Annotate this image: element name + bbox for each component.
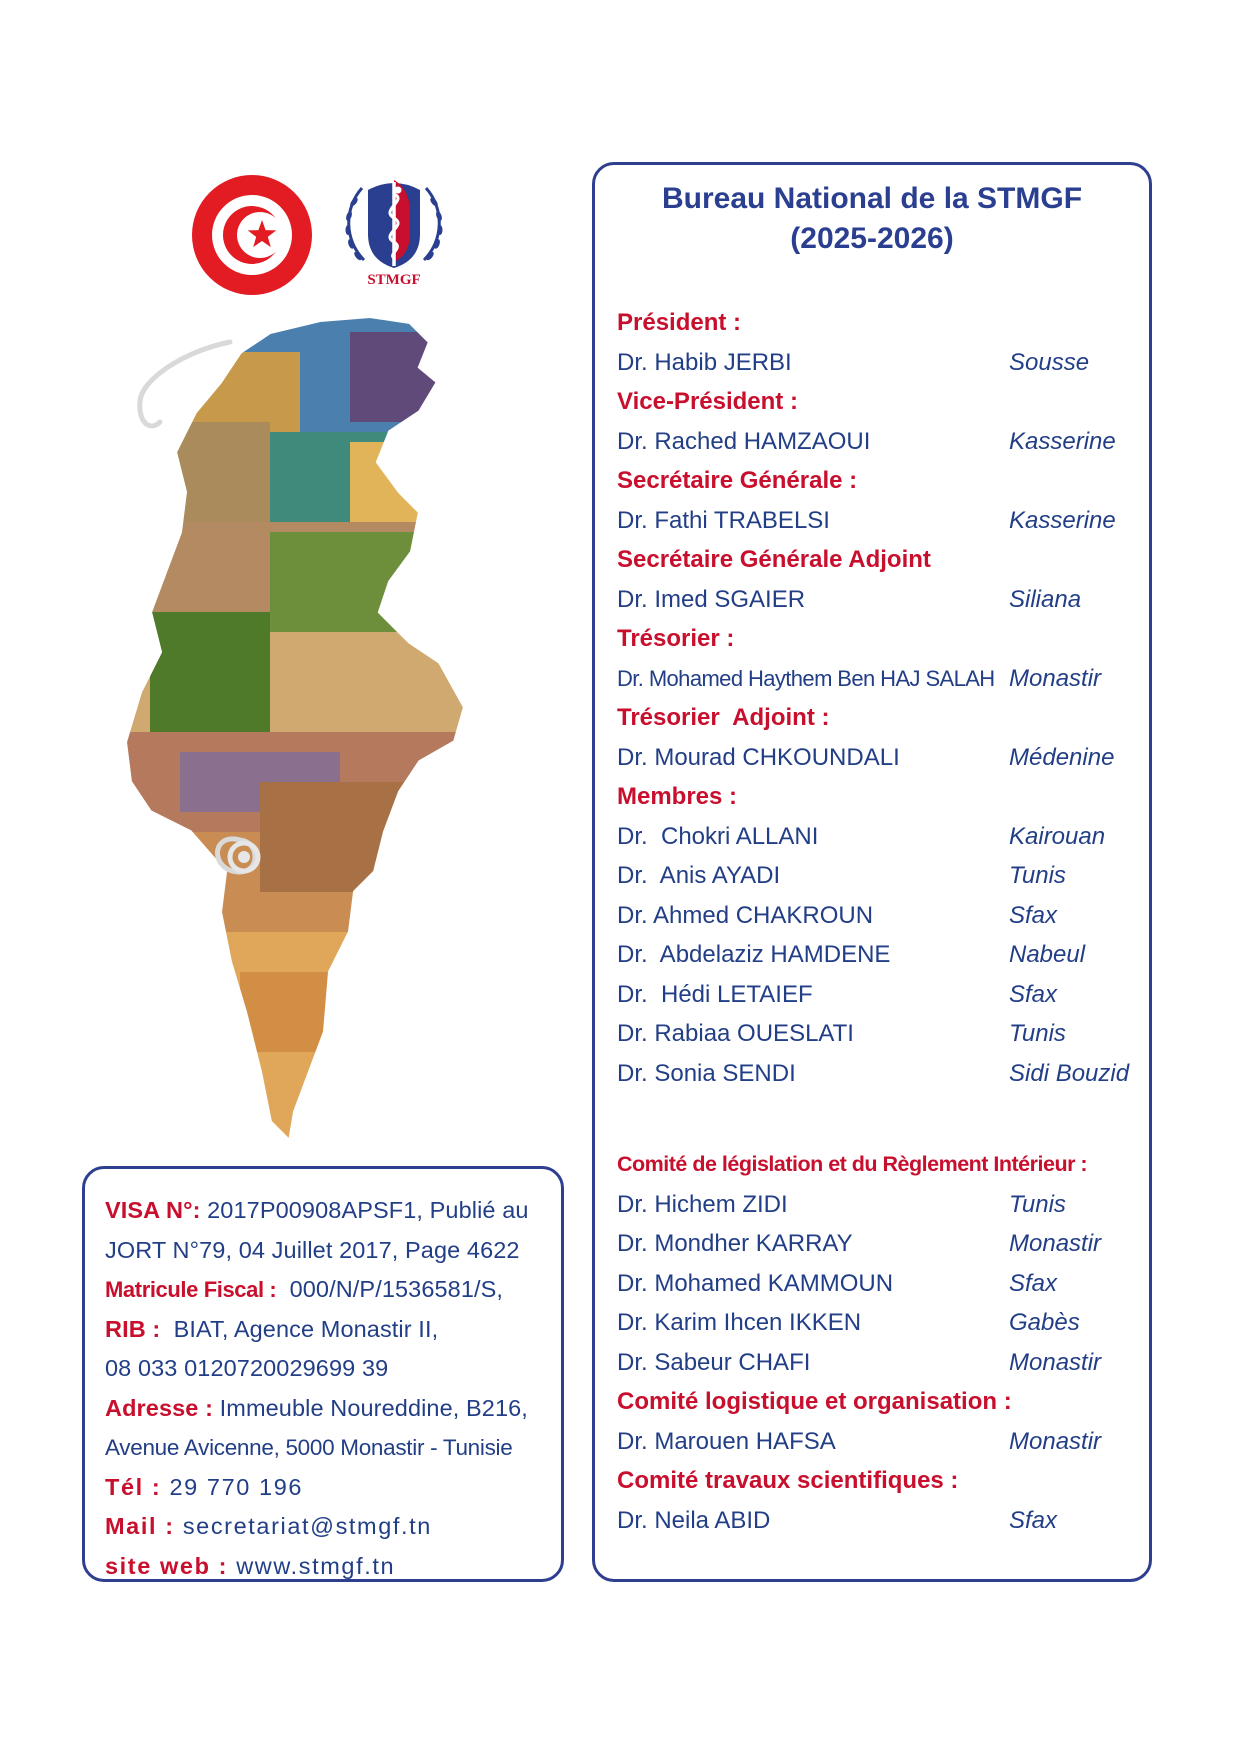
member-row: [617, 501, 1147, 541]
matricule-line: [105, 1270, 561, 1310]
member-name: Dr. Abdelaziz HAMDENE: [617, 941, 891, 968]
member-row: [617, 1422, 1147, 1462]
member-city: Nabeul: [1009, 941, 1086, 968]
contact-info-box: [82, 1166, 564, 1582]
member-city: Kasserine: [1009, 506, 1116, 534]
rib-value: BIAT, Agence Monastir II,: [173, 1315, 439, 1342]
member-name: Dr. Fathi TRABELSI: [617, 506, 830, 534]
member-name: Dr. Neila ABID: [617, 1506, 771, 1534]
site-label: site web :: [105, 1552, 229, 1579]
role-vice-president: Vice-Président :: [617, 388, 798, 415]
member-row: [617, 422, 1147, 462]
member-name: Dr. Mohamed KAMMOUN: [617, 1269, 894, 1297]
member-city: Gabès: [1009, 1309, 1080, 1336]
member-city: Sfax: [1009, 1269, 1058, 1297]
site-line: [105, 1547, 561, 1587]
member-row: [617, 896, 1147, 936]
bureau-title-line1: Bureau National de la STMGF: [661, 182, 1083, 215]
member-city: Monastir: [1009, 1348, 1102, 1376]
member-row: [617, 1501, 1147, 1541]
member-name: Dr. Mourad CHKOUNDALI: [617, 743, 900, 771]
committee-legislation: Comité de législation et du Règlement Intérieur :: [617, 1152, 1088, 1176]
member-city: Sfax: [1009, 901, 1058, 929]
matricule-label: Matricule Fiscal :: [105, 1277, 277, 1302]
role-secretaire-generale: Secrétaire Générale :: [617, 467, 858, 494]
member-city: Tunis: [1009, 1190, 1066, 1218]
rib-value-2: 08 033 0120720029699 39: [105, 1355, 389, 1381]
mail-value[interactable]: secretariat@stmgf.tn: [182, 1513, 432, 1539]
member-city: Siliana: [1009, 585, 1082, 613]
bureau-roster: [617, 303, 1147, 1540]
tunisia-map-collage: [120, 312, 530, 1150]
member-city: Tunis: [1009, 1020, 1066, 1047]
member-city: Monastir: [1009, 1427, 1102, 1455]
mail-label: Mail :: [105, 1513, 175, 1539]
member-row: [617, 935, 1147, 975]
member-name: Dr. Hichem ZIDI: [617, 1190, 788, 1218]
member-city: Kairouan: [1009, 822, 1106, 850]
rib-label: RIB :: [105, 1315, 161, 1342]
member-name: Dr. Rached HAMZAOUI: [617, 427, 871, 455]
role-tresorier: Trésorier :: [617, 625, 735, 652]
member-row: [617, 659, 1147, 699]
tel-value: 29 770 196: [169, 1473, 304, 1500]
tunisia-flag-icon: [190, 173, 314, 297]
visa-line: [105, 1191, 561, 1231]
role-membres: Membres :: [617, 783, 738, 810]
logos: [190, 168, 480, 298]
section-spacer: [617, 1093, 1147, 1145]
bureau-title-line2: (2025-2026): [790, 222, 954, 255]
committee-travaux-scientifiques: Comité travaux scientifiques :: [617, 1467, 959, 1494]
member-row: [617, 1185, 1147, 1225]
tel-line: [105, 1468, 561, 1508]
adresse-value-2: Avenue Avicenne, 5000 Monastir - Tunisie: [105, 1435, 513, 1460]
member-city: Sfax: [1009, 1506, 1058, 1534]
member-row: [617, 1343, 1147, 1383]
member-row: [617, 1264, 1147, 1304]
stmgf-emblem: [338, 168, 450, 296]
member-row: [617, 975, 1147, 1015]
member-name: Dr. Anis AYADI: [617, 862, 781, 889]
member-row: [617, 1303, 1147, 1343]
member-row: [617, 856, 1147, 896]
member-city: Sousse: [1009, 348, 1090, 376]
visa-value-2: JORT N°79, 04 Juillet 2017, Page 4622: [105, 1236, 520, 1263]
role-president: Président :: [617, 309, 742, 336]
member-name: Dr. Imed SGAIER: [617, 585, 806, 613]
member-city: Monastir: [1009, 664, 1102, 692]
member-name: Dr. Mondher KARRAY: [617, 1230, 853, 1257]
member-row: [617, 343, 1147, 383]
bureau-title: [595, 179, 1149, 259]
matricule-value: 000/N/P/1536581/S,: [289, 1276, 504, 1302]
bureau-national-box: [592, 162, 1152, 1582]
member-city: Médenine: [1009, 743, 1115, 771]
member-row: [617, 1054, 1147, 1094]
member-name: Dr. Sabeur CHAFI: [617, 1348, 811, 1376]
member-city: Sidi Bouzid: [1009, 1059, 1130, 1087]
member-name: Dr. Marouen HAFSA: [617, 1427, 836, 1455]
rib-line: [105, 1310, 561, 1350]
tel-label: Tél :: [105, 1473, 162, 1500]
member-city: Tunis: [1009, 862, 1066, 889]
mail-line: [105, 1507, 561, 1547]
member-city: Kasserine: [1009, 427, 1116, 455]
adresse-value: Immeuble Noureddine, B216,: [219, 1394, 528, 1421]
member-name: Dr. Hédi LETAIEF: [617, 980, 813, 1008]
member-city: Sfax: [1009, 980, 1058, 1008]
visa-label: VISA N°:: [105, 1197, 201, 1223]
member-name: Dr. Karim Ihcen IKKEN: [617, 1309, 862, 1336]
role-secretaire-generale-adjoint: Secrétaire Générale Adjoint: [617, 546, 931, 573]
member-name: Dr. Rabiaa OUESLATI: [617, 1020, 854, 1047]
member-name: Dr. Habib JERBI: [617, 348, 792, 376]
member-name: Dr. Chokri ALLANI: [617, 822, 819, 850]
member-row: [617, 738, 1147, 778]
member-row: [617, 817, 1147, 857]
member-name: Dr. Mohamed Haythem Ben HAJ SALAH: [617, 665, 995, 691]
adresse-label: Adresse :: [105, 1394, 214, 1421]
site-value[interactable]: www.stmgf.tn: [236, 1552, 396, 1579]
member-row: [617, 1014, 1147, 1054]
adresse-line: [105, 1389, 561, 1429]
member-city: Monastir: [1009, 1230, 1102, 1257]
committee-logistique: Comité logistique et organisation :: [617, 1388, 1012, 1415]
member-name: Dr. Ahmed CHAKROUN: [617, 901, 874, 929]
emblem-label: STMGF: [367, 272, 421, 288]
visa-value: 2017P00908APSF1, Publié au: [207, 1197, 529, 1223]
member-row: [617, 580, 1147, 620]
member-row: [617, 1224, 1147, 1264]
role-tresorier-adjoint: Trésorier Adjoint :: [617, 704, 830, 731]
member-name: Dr. Sonia SENDI: [617, 1059, 796, 1087]
